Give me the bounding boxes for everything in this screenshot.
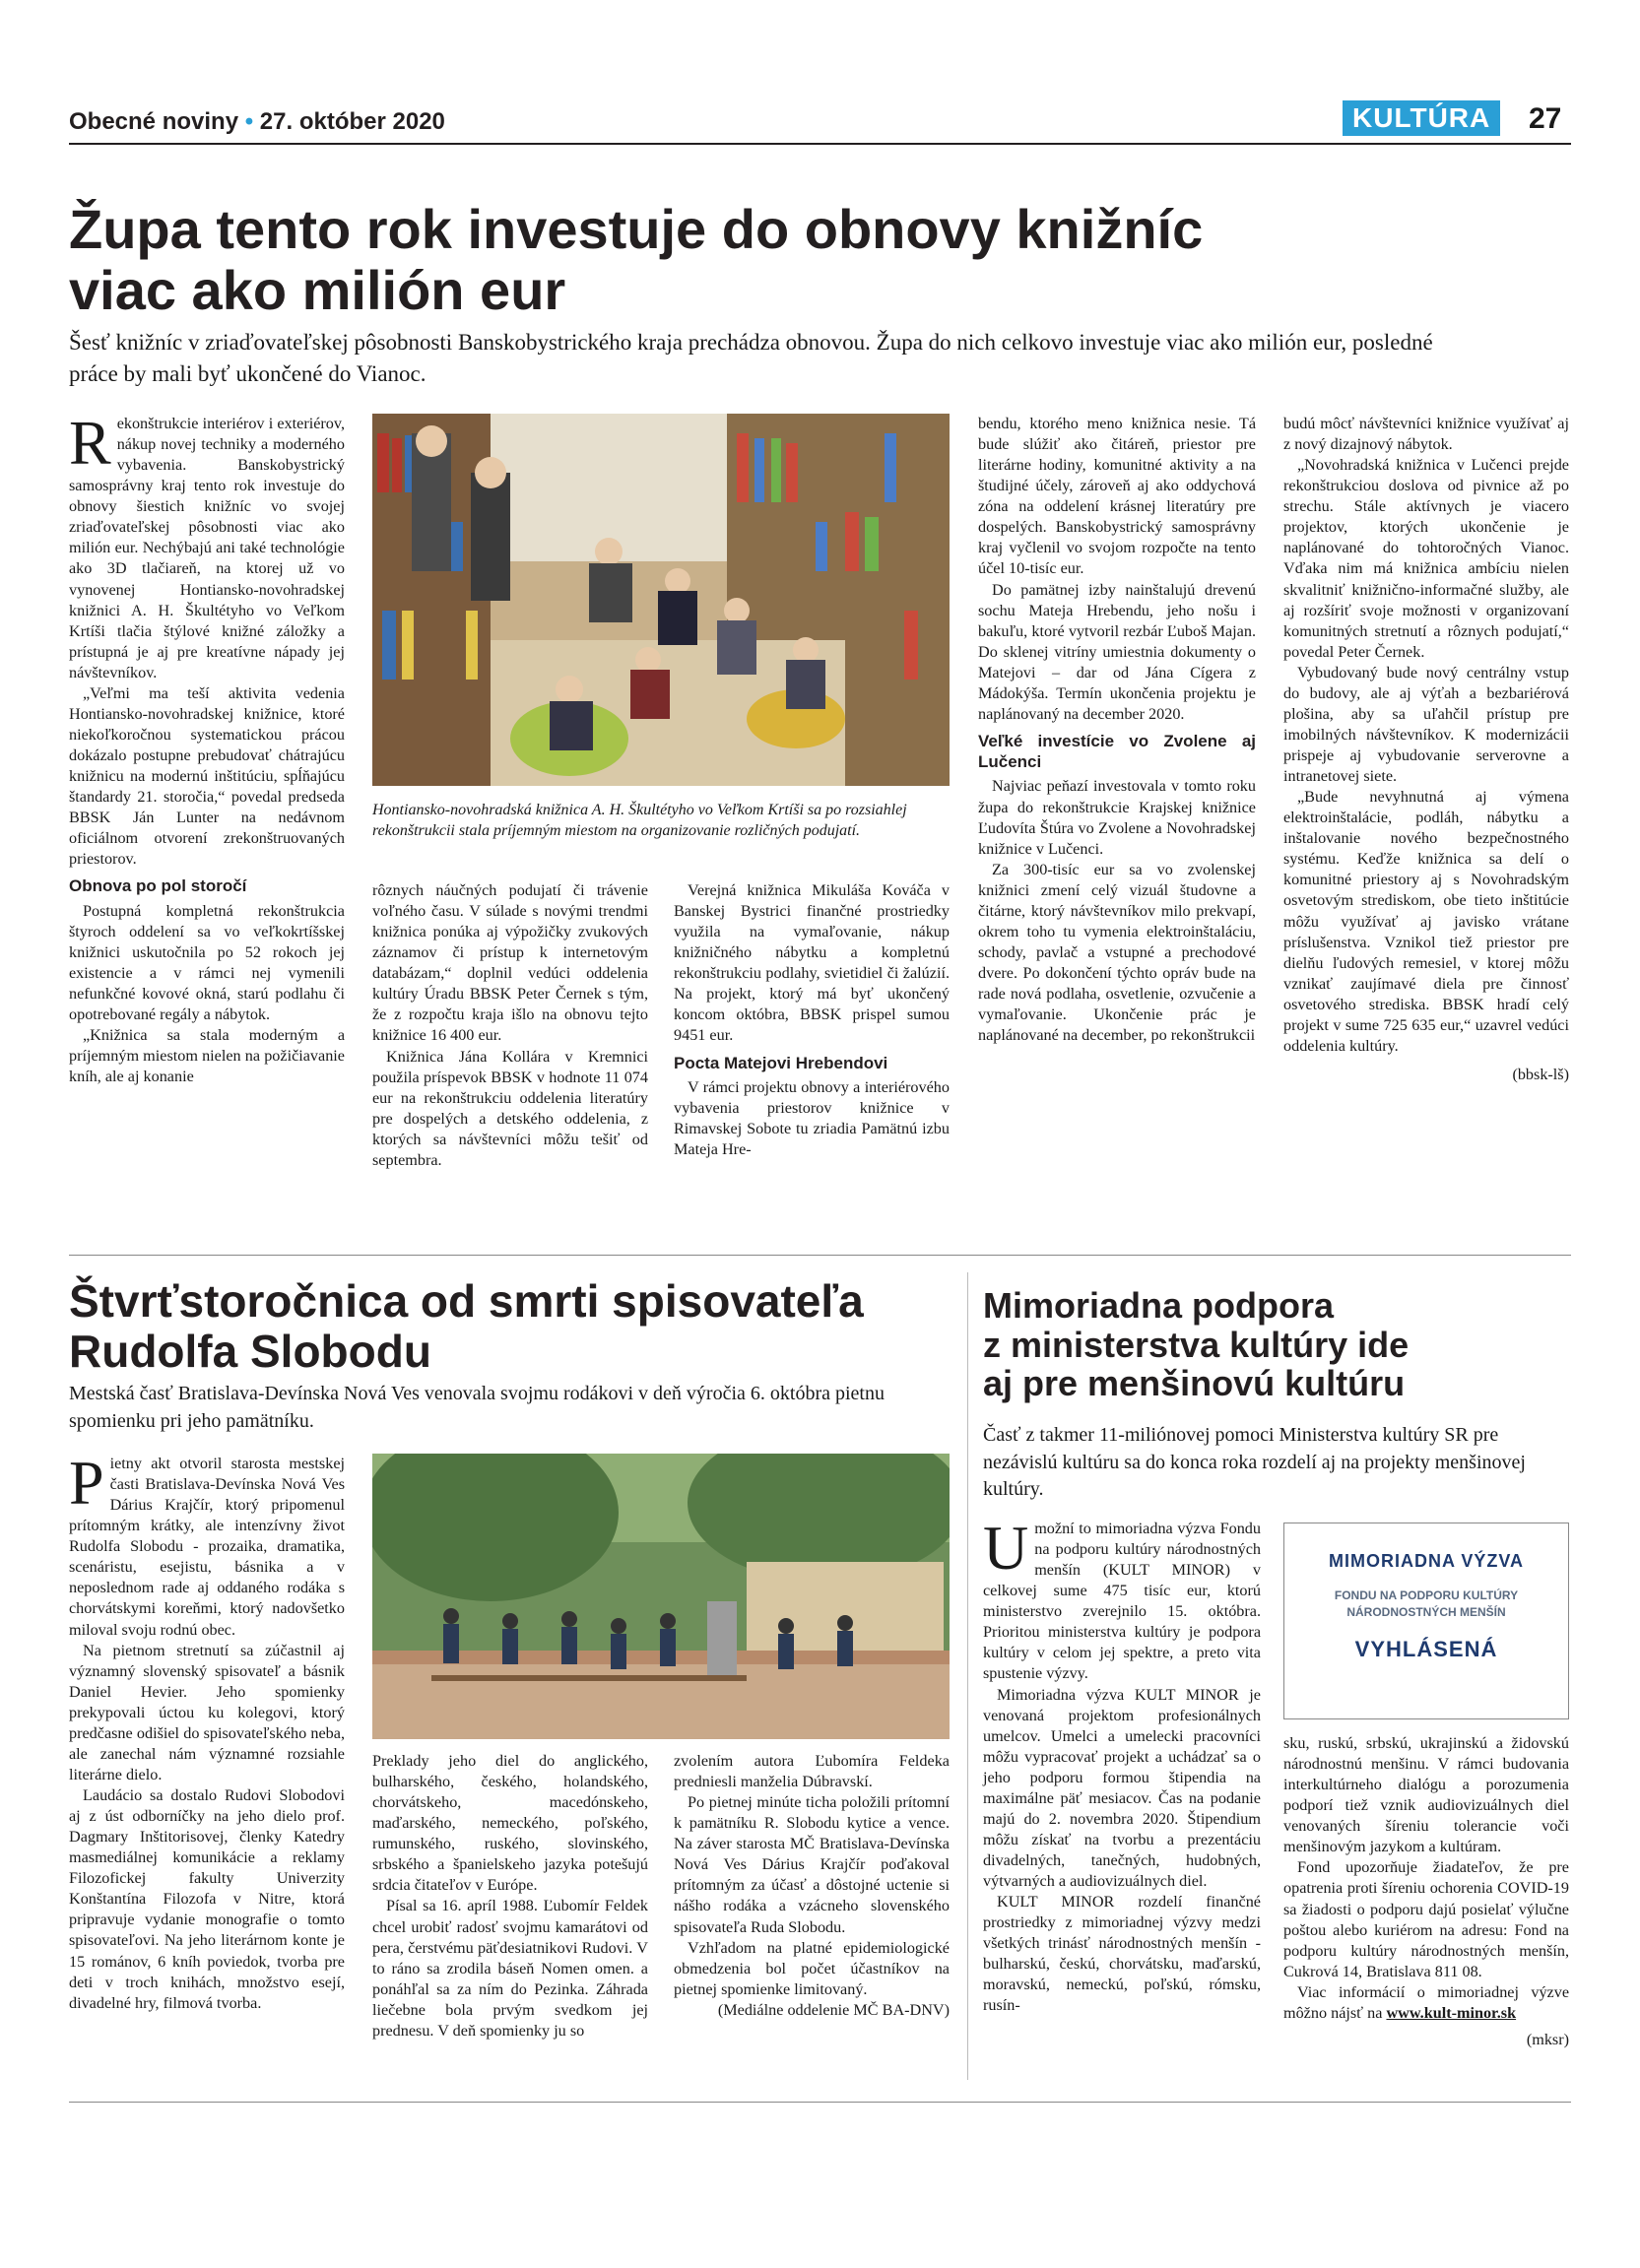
paragraph: rôznych náučných podujatí či trávenie voľného času. V súlade s novými trendmi knižnica ponúka aj výpožičky zvukových záznamov či prístup k internetovým databázam,“ doplnil vedúci oddelenia kultúry Úradu BBSK Peter Černek s tým, že z rozpočtu kraja išlo na obnovu tejto knižnice 16 400 eur. bbox=[372, 881, 648, 1045]
article2-title-line1: Štvrťstoročnica od smrti spisovateľa bbox=[69, 1275, 864, 1327]
paragraph: „Veľmi ma teší aktivita vedenia Hontiansko-novohradskej knižnice, ktoré niekoľkoročnou systematickou prácou dokázalo postupne prebudovať chátrajúcu knižnicu na modernú inštitúciu, spĺňajúcu štandardy 21. storočia,“ povedal predseda BBSK Ján Lunter na nedávnom oficiálnom otvorení zrekonštruovaných priestorov. bbox=[69, 683, 345, 869]
paragraph: Preklady jeho diel do anglického, bulharského, českého, holandského, chorvátskeho, macedónskeho, maďarského, nemeckého, poľského, rumunského, ruského, slovinského, srbského a španielskeho jazyka potešujú srdcia čitateľov v Európe. bbox=[372, 1752, 648, 1895]
photo-caption: Hontiansko-novohradská knižnica A. H. Škultétyho vo Veľkom Krtíši sa po rozsiahlej rekonštrukcii stala príjemným miestom na organizovanie rozličných podujatí. bbox=[372, 802, 907, 840]
paragraph: ekonštrukcie interiérov i exteriérov, nákup novej techniky a moderného vybavenia. Banskobystrický samosprávny kraj tento rok investuje do obnovy šiestich knižníc vo svojej zriaďovateľskej pôsobnosti viac ako milión eur. Nechýbajú ani také technológie ako 3D tlačiareň, na ktorej už vo vynovenej Hontiansko-novohradskej knižnici A. H. Škultétyho vo Veľkom Krtíši tlačia štýlové knižné záložky a prístupná je aj pre kreatívne nápady jej návštevníkov. bbox=[69, 415, 345, 681]
bullet-separator: • bbox=[244, 108, 254, 135]
subheading: Pocta Matejovi Hrebendovi bbox=[674, 1053, 888, 1072]
article2-title bbox=[69, 1276, 955, 1376]
article1-title-line2: viac ako milión eur bbox=[69, 258, 566, 321]
article1-col1 bbox=[69, 408, 345, 1087]
article3-lead: Časť z takmer 11-miliónovej pomoci Ministerstva kultúry SR pre nezávislú kultúru sa do konca roka rozdelí aj na projekty menšinovej kultúry. bbox=[983, 1424, 1526, 1501]
paragraph: sku, ruskú, srbskú, ukrajinskú a židovskú národnostnú menšinu. V rámci budovania interkultúrneho dialógu a porozumenia podporí tiež vznik audiovizuálnych diel venovaných šíreniu tolerancie voči menšinovým jazykom a kultúram. bbox=[1283, 1734, 1569, 1856]
signature: (Mediálne oddelenie MČ BA-DNV) bbox=[717, 2000, 950, 2019]
paragraph: „Bude nevyhnutná aj výmena elektroinštalácie, podláh, nábytku a inštalovanie nového bezpečnostného systému. Keďže knižnica sa delí o komunitné priestory aj s Novohradským osvetovým strediskom, obe tieto inštitúcie môžu využívať aj javisko vrátane príslušenstva. Vznikol tiež priestor pre dielňu ľudových remesiel, v ktorej môžu vznikať zaujímavé diela pre činnosť osvetového strediska. BBSK hradí celý projekt v sume 725 635 eur,“ uzavrel vedúci oddelenia kultúry. bbox=[1283, 788, 1569, 1055]
article2-col1 bbox=[69, 1448, 345, 2014]
paragraph: Najviac peňazí investovala v tomto roku župa do rekonštrukcie Krajskej knižnice Ľudovíta Štúra vo Zvolene a Novohradskej knižnice v Lučenci. bbox=[978, 777, 1256, 858]
article3-title-line1: Mimoriadna podpora bbox=[983, 1285, 1335, 1326]
paragraph: Písal sa 16. apríl 1988. Ľubomír Feldek chcel urobiť radosť svojmu kamarátovi od pera, čerstvému päťdesiatnikovi Rudovi. V to ráno sa zrodila báseň Nomen omen. a ponáhľal sa za ním do Pezinka. Záhrada liečebne bola prvým svedkom jej prednesu. V deň spomienky ju so bbox=[372, 1897, 648, 2040]
article2-col2 bbox=[372, 1751, 648, 2041]
header-masthead bbox=[69, 108, 445, 136]
paragraph: Za 300-tisíc eur sa vo zvolenskej knižnici zmení celý vizuál študovne a čitárne, ktorý návštevníkov milo prekvapí, okrem toho tu vymenia elektroinštaláciu, schody, pavlač a vstupné a prechodové dvere. Po dokončení týchto opráv bude na rade nová podlaha, osvetlenie, ozvučenie a vymaľovanie. Ukončenie prác je naplánované na december, po rekonštrukcii bbox=[978, 860, 1256, 1045]
section-divider bbox=[69, 1255, 1571, 1256]
article1-col3 bbox=[674, 880, 950, 1160]
paragraph: Viac informácií o mimoriadnej výzve môžno nájsť na bbox=[1283, 1982, 1569, 2022]
paragraph: Vzhľadom na platné epidemiologické obmedzenia bol počet účastníkov na pietnej spomienke limitovaný. bbox=[674, 1938, 950, 1998]
paragraph: V rámci projektu obnovy a interiérového vybavenia priestorov knižnice v Rimavskej Sobote tu zriadia Pamätnú izbu Mateja Hre- bbox=[674, 1077, 950, 1158]
paragraph: zvolením autora Ľubomíra Feldeka predniesli manželia Dúbravskí. bbox=[674, 1752, 950, 1791]
article3-title-line3: aj pre menšinovú kultúru bbox=[983, 1363, 1406, 1404]
paragraph: Po pietnej minúte ticha položili prítomní k pamätníku R. Slobodu kytice a vence. Na záver starosta MČ Bratislava-Devínska Nová Ves Dárius Krajčír poďakoval prítomným za účasť a dôstojné uctenie si nášho rodáka a vzácneho slovenského spisovateľa Ruda Slobodu. bbox=[674, 1793, 950, 1936]
article2-lead: Mestská časť Bratislava-Devínska Nová Ves venovala svojmu rodákovi v deň výročia 6. októbra pietnu spomienku pri jeho pamätníku. bbox=[69, 1383, 885, 1432]
article3-col1 bbox=[983, 1513, 1261, 2017]
dropcap: P bbox=[69, 1448, 104, 1518]
announcement-subtitle: FONDU NA PODPORU KULTÚRY NÁRODNOSTNÝCH MENŠÍN bbox=[1334, 1588, 1519, 1619]
subheading: Obnova po pol storočí bbox=[69, 876, 247, 896]
paragraph: bendu, ktorého meno knižnica nesie. Tá bude slúžiť ako čitáreň, priestor pre literárne hodiny, komunitné aktivity a na študijné účely, zároveň aj ako oddychová zóna na oddelení krásnej literatúry pre dospelých. Banskobystrický samosprávny kraj vyčlenil vo svojom rozpočte na tento účel 10-tisíc eur. bbox=[978, 415, 1256, 578]
dropcap: R bbox=[69, 408, 111, 478]
article1-title bbox=[69, 199, 1448, 320]
paragraph: „Knižnica sa stala moderným a príjemným miestom nielen na požičiavanie kníh, ale aj konanie bbox=[69, 1026, 345, 1086]
paragraph: Verejná knižnica Mikuláša Kováča v Banskej Bystrici finančné prostriedky využila na vymaľovanie, nákup knižničného nábytku a kompletnú rekonštrukciu podlahy, svietidiel či žalúzií. Na projekt, ktorý má byť ukončený koncom októbra, BBSK prispel sumou 9451 eur. bbox=[674, 881, 950, 1045]
article3-col2 bbox=[1283, 1733, 1569, 2050]
paragraph: Postupná kompletná rekonštrukcia štyroch oddelení sa vo veľkokrtíšskej knižnici uskutočnila po 52 rokoch jej existencie a v rámci nej vymenili nefunkčné kovové okná, starú podlahu či opotrebované regály a nábytok. bbox=[69, 901, 345, 1023]
page-number: 27 bbox=[1529, 102, 1562, 135]
article3-title bbox=[983, 1286, 1574, 1403]
subheading: Veľké investície vo Zvolene aj Lučenci bbox=[978, 731, 1256, 772]
article3-title-line2: z ministerstva kultúry ide bbox=[983, 1324, 1410, 1365]
section-badge: KULTÚRA bbox=[1343, 100, 1500, 136]
issue-date: 27. október 2020 bbox=[259, 108, 445, 135]
paper-name: Obecné noviny bbox=[69, 108, 239, 135]
article1-col5 bbox=[1283, 414, 1569, 1085]
paragraph: budú môcť návštevníci knižnice využívať aj z nový dizajnový nábytok. bbox=[1283, 415, 1569, 454]
memorial-photo bbox=[372, 1454, 950, 1739]
article2-title-line2: Rudolfa Slobodu bbox=[69, 1325, 431, 1377]
paragraph: Laudácio sa dostalo Rudovi Slobodovi aj z úst odborníčky na jeho dielo prof. Dagmary Inštitorisovej, členky Katedry masmediálnej komunikácie a reklamy Filozofickej fakulty Univerzity Konštantína Filozofa v Nitre, ktorá pripravuje vydanie monografie o tomto spisovateľovi. Na jeho literárnom konte je 15 románov, 6 kníh poviedok, tvorba pre deti v troch knihách, množstvo esejí, divadelné hry, filmová tvorba. bbox=[69, 1786, 345, 2012]
announcement-title: MIMORIADNA VÝZVA bbox=[1329, 1551, 1524, 1571]
announcement-box bbox=[1283, 1523, 1569, 1719]
article2-col3 bbox=[674, 1751, 950, 2021]
dropcap: U bbox=[983, 1513, 1029, 1583]
paragraph: KULT MINOR rozdelí finančné prostriedky z mimoriadnej výzvy medzi všetkých trinásť národnostných menšín - bulharskú, českú, chorvátsku, maďarskú, moravskú, nemeckú, poľskú, rómsku, rusín- bbox=[983, 1893, 1261, 2015]
paragraph: Na pietnom stretnutí sa zúčastnil aj významný slovenský spisovateľ a básnik Daniel Hevier. Jeho spomienky prekypovali úctou ku kolegovi, ktorý predčasne odišiel do spisovateľského neba, ale zanechal nám významné rozsiahle literárne dielo. bbox=[69, 1641, 345, 1783]
paragraph: Do pamätnej izby nainštalujú drevenú sochu Mateja Hrebendu, jeho nošu i bakuľu, ktoré vytvoril rezbár Ľuboš Majan. Do sklenej vitríny umiestnia dokumenty o Matejovi – dar od Jána Cígera z Mádokýša. Termín ukončenia projektu je naplánovaný na december 2020. bbox=[978, 580, 1256, 723]
paragraph: Fond upozorňuje žiadateľov, že pre opatrenia proti šíreniu ochorenia COVID-19 sa žiadosti o podporu dajú posielať výlučne poštou alebo kuriérom na adresu: Fond na podporu kultúry národnostných menšín, Cukrová 14, Bratislava 811 08. bbox=[1283, 1858, 1569, 1980]
website-link[interactable]: www.kult-minor.sk bbox=[1386, 2003, 1517, 2022]
article1-title-line1: Župa tento rok investuje do obnovy knižníc bbox=[69, 198, 1204, 260]
paragraph: možní to mimoriadna výzva Fondu na podporu kultúry národnostných menšín (KULT MINOR) v celkovej sume 475 tisíc eur, ktorú ministerstvo zverejnilo 15. októbra. Prioritou ministerstva kultúry je podpora kultúry v celom jej spektre, a preto vita spustenie výzvy. bbox=[983, 1520, 1261, 1683]
paragraph: Knižnica Jána Kollára v Kremnici použila príspevok BBSK v hodnote 11 074 eur na rekonštrukciu oddelenia literatúry pre dospelých a detského oddelenia, z ktorých sa návštevníci môžu tešiť od septembra. bbox=[372, 1047, 648, 1169]
footer-rule bbox=[69, 2102, 1571, 2103]
column-divider bbox=[967, 1272, 968, 2080]
paragraph: „Novohradská knižnica v Lučenci prejde rekonštrukciou doslova od pivnice až po strechu. Stále aktívnych je viacero projektov, ktorých ukončenie je naplánované do tohtoročných Vianoc. Vďaka nim má knižnica ambíciu nielen skvalitniť knižnično-informačné služby, ale aj rozšíriť svoje možnosti v organizovaní komunitných stretnutí a rôznych podujatí,“ povedal Peter Černek. bbox=[1283, 456, 1569, 661]
announcement-status: VYHLÁSENÁ bbox=[1354, 1636, 1498, 1661]
header-rule bbox=[69, 143, 1571, 145]
article1-col2 bbox=[372, 880, 648, 1171]
signature: (bbsk-lš) bbox=[1512, 1065, 1569, 1083]
library-photo bbox=[372, 414, 950, 786]
paragraph: Mimoriadna výzva KULT MINOR je venovaná projektom profesionálnych umelcov. Umelci a umelecki pracovníci môžu vypracovať projekt a uchádzať sa o jeho podporu formou štipendia na maximálne päť mesiacov. Čas na podanie majú do 2. novembra 2020. Štipendium môžu získať na tvorbu a prezentáciu divadelných, tanečných, hudobných, výtvarných a audiovizuálnych diel. bbox=[983, 1685, 1261, 1891]
paragraph: Vybudovaný bude nový centrálny vstup do budovy, ale aj výťah a bezbariérová plošina, aby sa uľahčil prístup pre imobilných návštevníkov. K modernizácii prispeje aj vybudovanie serverovne a intranetovej siete. bbox=[1283, 663, 1569, 786]
article1-lead: Šesť knižníc v zriaďovateľskej pôsobnosti Banskobystrického kraja prechádza obnovou. Župa do nich celkovo investuje viac ako milión eur, posledné práce by mali byť ukončené do Vianoc. bbox=[69, 330, 1433, 386]
paragraph: ietny akt otvoril starosta mestskej časti Bratislava-Devínska Nová Ves Dárius Krajčír, ktorý pripomenul prítomným krátky, ale intenzívny život Rudolfa Slobodu - prozaika, dramatika, scenáristu, esejistu, básnika a v neposlednom rade aj oddaného rodáka s chorvátskymi koreňmi, ktorý nadovšetko miloval svoju rodnú obec. bbox=[69, 1455, 345, 1639]
signature: (mksr) bbox=[1526, 2030, 1569, 2048]
article1-col4 bbox=[978, 414, 1256, 1046]
